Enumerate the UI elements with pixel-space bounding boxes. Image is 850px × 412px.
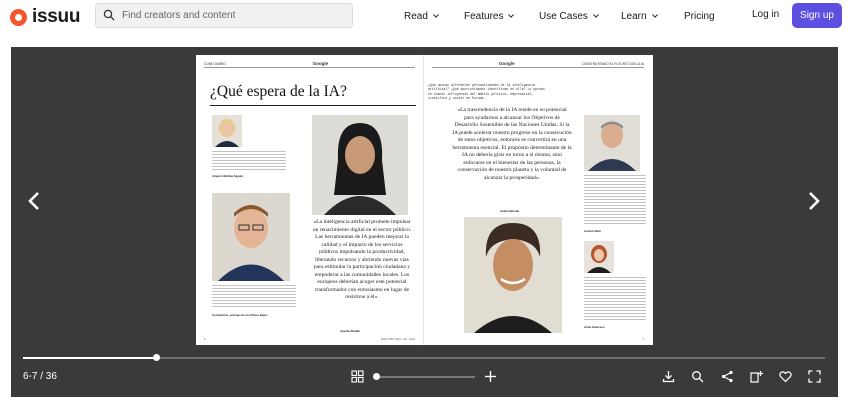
zoom-in-icon[interactable] xyxy=(484,370,497,383)
issuu-logo[interactable] xyxy=(10,6,80,28)
text-block xyxy=(212,285,296,309)
caption-name: Constantino, principe de los Paises Bajos xyxy=(212,313,268,317)
top-navbar xyxy=(0,0,850,34)
quote-author: Ayesha Shaikh xyxy=(340,329,360,333)
google-wordmark: Google xyxy=(499,61,515,66)
nav-learn-label: Learn xyxy=(621,10,647,22)
document-viewer xyxy=(11,47,838,397)
page-footer xyxy=(204,337,415,341)
portrait-man-curly-hair xyxy=(464,217,562,333)
grid-icon[interactable] xyxy=(351,370,364,383)
nav-pricing[interactable] xyxy=(684,0,715,32)
caption-name: Anna Andersen xyxy=(584,325,605,329)
search-icon[interactable] xyxy=(691,370,704,383)
chevron-down-icon xyxy=(432,12,440,20)
page-header xyxy=(204,60,415,68)
signup-button[interactable]: Sign up xyxy=(792,3,842,28)
pull-quote: «La inteligencia artificial promete impulsar un renacimiento digital en el sector público. Las herramientas de IA pueden mejorar la calidad y el impacto de los servicios públicos impulsando la productividad, liberando recursos y abriendo nuevas vías para estimular la participación ciudadana y empoderar a las comunidades locales. Los europeos deberían acoger este potencial transformador con entusiasmo en lugar de resistirse a él». xyxy=(312,219,412,301)
zoom-slider[interactable] xyxy=(374,376,475,378)
chevron-down-icon xyxy=(592,12,600,20)
next-arrow-icon[interactable] xyxy=(807,191,821,211)
share-icon[interactable] xyxy=(721,370,734,383)
nav-use-cases-label: Use Cases xyxy=(539,10,588,22)
article-headline: ¿Qué espera de la IA? xyxy=(210,83,347,100)
search-icon xyxy=(103,9,115,21)
portrait-woman-dark-hair xyxy=(312,115,408,215)
progress-fill xyxy=(23,357,157,359)
nav-use-cases[interactable] xyxy=(539,0,600,32)
page-left xyxy=(196,55,424,345)
pull-quote: «La trascendencia de la IA reside en su potencial para ayudarnos a alcanzar los Objetivos de Desarrollo Sostenible de las Naciones Unidas. Si la IA puede acelerar nuestro progreso en la consecución de estos objetivos, entonces se convertirá en una herramienta esencial. El propósito determinante de la IA no debería girar en torno a sí misma, sino enfocarse en el bienestar de las personas, la conservación de nuestro planeta y la voluntad de alcanzar la prosperidad». xyxy=(452,107,572,181)
text-block xyxy=(212,151,286,171)
chevron-down-icon xyxy=(507,12,515,20)
headline-rule xyxy=(210,105,416,106)
prev-arrow-icon[interactable] xyxy=(27,191,41,211)
portrait-woman-red-hair xyxy=(584,241,614,273)
logo-text: issuu xyxy=(32,6,81,27)
add-to-stack-icon[interactable] xyxy=(750,370,763,383)
portrait-man-gray-hair xyxy=(584,115,640,171)
fullscreen-icon[interactable] xyxy=(808,370,821,383)
nav-read-label: Read xyxy=(404,10,428,22)
page-indicator: 6-7 / 36 xyxy=(23,371,57,382)
nav-learn[interactable] xyxy=(621,0,659,32)
nav-features-label: Features xyxy=(464,10,504,22)
search-box[interactable] xyxy=(95,3,353,28)
quote-author: Andrea Renda xyxy=(500,209,519,213)
nav-features[interactable] xyxy=(464,0,515,32)
text-block xyxy=(584,277,646,321)
footer-issue: ELECTRO MAG. NO. 2024 xyxy=(381,337,415,341)
page-number-right: 7 xyxy=(642,337,644,341)
like-icon[interactable] xyxy=(779,370,792,383)
intro-text: ¿Qué opinan diferentes personalidades de la inteligencia artificial? ¿Qué oportunidades identifican en ella? Lo opinan en cuanto influyentes del ámbito político, empresarial, científico y social de Europa. xyxy=(428,83,545,100)
google-wordmark: Google xyxy=(312,61,329,66)
page-right xyxy=(424,55,652,345)
zoom-handle[interactable] xyxy=(373,373,380,380)
page-footer xyxy=(432,337,644,341)
issuu-logo-icon xyxy=(10,9,27,26)
text-block xyxy=(584,175,646,225)
chevron-down-icon xyxy=(651,12,659,20)
header-section: COMO DIARIO xyxy=(204,61,226,66)
portrait-woman-blonde xyxy=(212,115,242,147)
login-link[interactable]: Log in xyxy=(752,9,780,20)
page-number-left: 6 xyxy=(204,337,206,341)
page-spread[interactable] xyxy=(196,55,653,345)
nav-pricing-label: Pricing xyxy=(684,10,715,22)
portrait-man-glasses xyxy=(212,193,290,281)
page-progress-slider[interactable] xyxy=(23,357,825,359)
page-header xyxy=(432,60,644,68)
download-icon[interactable] xyxy=(662,370,675,383)
caption-name: Antonio Bufi xyxy=(584,229,601,233)
header-section: CONSTRUYENDO EL FUTURO CON LA IA xyxy=(581,61,644,66)
nav-read[interactable] xyxy=(404,0,440,32)
caption-name: Amparo Medina Seguin xyxy=(212,174,244,178)
search-input[interactable] xyxy=(122,4,347,27)
